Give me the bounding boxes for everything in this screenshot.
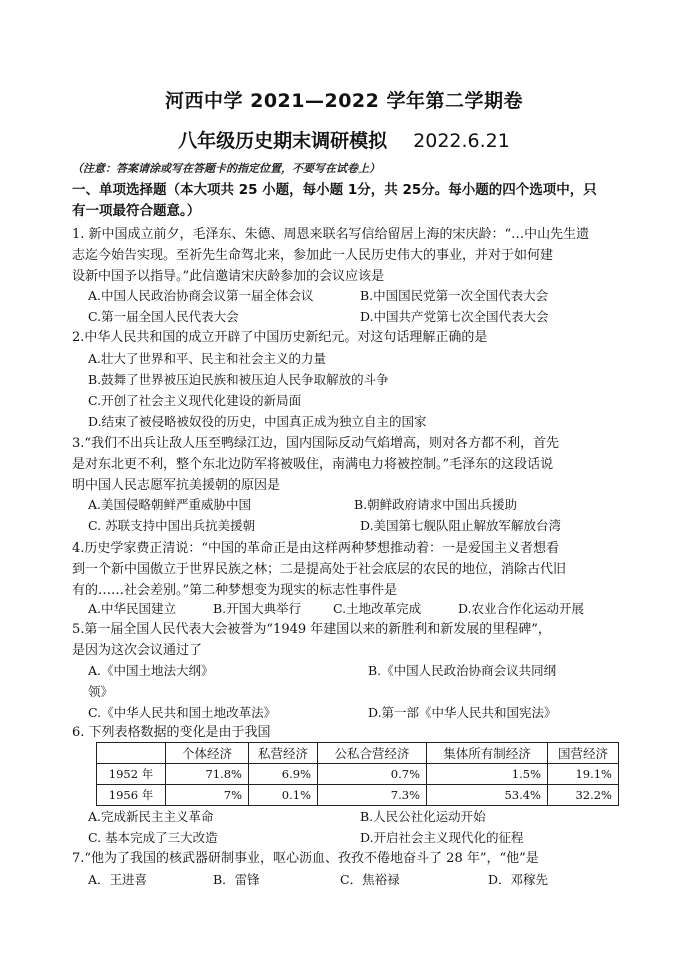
question-4-text: 到一个新中国傲立于世界民族之林；二是提高处于社会底层的农民的地位，消除古代旧 xyxy=(72,562,567,577)
option-b: B.朝鲜政府请求中国出兵援助 xyxy=(354,497,518,512)
section-heading xyxy=(72,180,620,222)
option-c: C．焦裕禄 xyxy=(340,872,400,887)
economy-table xyxy=(96,742,619,806)
option-c: C. 苏联支持中国出兵抗美援朝 xyxy=(88,518,256,533)
table-row xyxy=(97,764,619,785)
table-header: 公私合营经济 xyxy=(318,743,427,764)
option-d: D.农业合作化运动开展 xyxy=(458,601,585,616)
option-c: C.开创了社会主义现代化建设的新局面 xyxy=(88,393,302,408)
option-c: C.第一届全国人民代表大会 xyxy=(88,309,239,324)
question-6-text: 6. 下列表格数据的变化是由于我国 xyxy=(72,725,271,740)
question-5 xyxy=(72,619,620,661)
question-1-text: 1. 新中国成立前夕，毛泽东、朱德、周恩来联名写信给留居上海的宋庆龄：“…中山先生遗 xyxy=(72,227,590,242)
option-d: D．邓稼先 xyxy=(488,872,549,887)
table-cell: 1952 年 xyxy=(97,764,166,785)
table-row xyxy=(97,785,619,806)
table-header: 私营经济 xyxy=(249,743,318,764)
exam-subtitle: 八年级历史期末调研模拟 xyxy=(178,130,388,152)
question-7-options xyxy=(88,869,618,890)
question-3-text: 3.“我们不出兵让敌人压至鸭绿江边，国内国际反动气焰增高，则对各方都不利，首先 xyxy=(72,436,560,451)
question-6 xyxy=(72,722,620,743)
option-b: B.鼓舞了世界被压迫民族和被压迫人民争取解放的斗争 xyxy=(88,372,389,387)
exam-note: （注意：答案请涂或写在答题卡的指定位置，不要写在试卷上） xyxy=(72,162,380,175)
question-4-text: 4.历史学家费正清说：“中国的革命正是由这样两种梦想推动着：一是爱国主义者想看 xyxy=(72,541,560,556)
table-header: 个体经济 xyxy=(166,743,249,764)
table-cell: 7% xyxy=(166,785,249,806)
option-b: B．雷锋 xyxy=(213,872,260,887)
option-d: D.结束了被侵略被奴役的历史，中国真正成为独立自主的国家 xyxy=(88,414,427,429)
question-2-options xyxy=(88,348,618,432)
table-cell: 19.1% xyxy=(548,764,619,785)
exam-subtitle-line xyxy=(0,126,688,153)
table-cell: 71.8% xyxy=(166,764,249,785)
question-7 xyxy=(72,848,620,869)
question-5-text: 5.第一届全国人民代表大会被誉为“1949 年建国以来的新胜利和新发展的里程碑”， xyxy=(72,622,551,637)
option-b: B.人民公社化运动开始 xyxy=(360,809,486,824)
question-6-options xyxy=(88,806,618,848)
table-header xyxy=(97,743,166,764)
table-cell: 0.7% xyxy=(318,764,427,785)
option-d: D.开启社会主义现代化的征程 xyxy=(360,830,524,845)
question-2 xyxy=(72,327,620,348)
question-3-text: 明中国人民志愿军抗美援朝的原因是 xyxy=(72,478,281,493)
table-header-row xyxy=(97,743,619,764)
question-1-text: 志迄今始告实现。至祈先生命驾北来，参加此一人民历史伟大的事业，并对于如何建 xyxy=(72,248,554,263)
question-7-text: 7.“他为了我国的核武器研制事业，呕心沥血、孜孜不倦地奋斗了 28 年”，“他”是 xyxy=(72,851,539,866)
option-a: A.中国人民政治协商会议第一届全体会议 xyxy=(88,288,314,303)
question-1-options xyxy=(88,285,618,327)
option-b: B.《中国人民政治协商会议共同纲 xyxy=(368,663,557,678)
option-a: A.中华民国建立 xyxy=(88,601,177,616)
exam-title: 河西中学 2021—2022 学年第二学期卷 xyxy=(165,90,523,112)
option-c: C.土地改革完成 xyxy=(333,601,422,616)
table-cell: 7.3% xyxy=(318,785,427,806)
question-2-text: 2.中华人民共和国的成立开辟了中国历史新纪元。对这句话理解正确的是 xyxy=(72,330,488,345)
exam-date: 2022.6.21 xyxy=(413,130,510,152)
table-cell: 53.4% xyxy=(427,785,548,806)
section-heading-line2: 有一项最符合题意。） xyxy=(72,203,201,219)
question-3-text: 是对东北更不利，整个东北边防军将被吸住，南满电力将被控制。”毛泽东的这段话说 xyxy=(72,457,554,472)
question-5-text: 是因为这次会议通过了 xyxy=(72,643,203,658)
question-4-options xyxy=(88,598,618,619)
option-d: D.第一部《中华人民共和国宪法》 xyxy=(368,705,557,720)
question-1-text: 设新中国予以指导。”此信邀请宋庆龄参加的会议应该是 xyxy=(72,269,385,284)
option-c: C. 基本完成了三大改造 xyxy=(88,830,218,845)
question-4-text: 有的……社会差别。”第二种梦想变为现实的标志性事件是 xyxy=(72,583,398,598)
option-a: A.壮大了世界和平、民主和社会主义的力量 xyxy=(88,351,327,366)
section-heading-line1: 一、单项选择题（本大项共 25 小题，每小题 1分，共 25分。每小题的四个选项中，只 xyxy=(72,182,597,198)
option-a: A.《中国土地法大纲》 xyxy=(88,663,214,678)
option-b: B.开国大典举行 xyxy=(213,601,302,616)
table-cell: 32.2% xyxy=(548,785,619,806)
question-1 xyxy=(72,224,620,287)
question-5-options xyxy=(88,660,618,723)
option-b: B.中国国民党第一次全国代表大会 xyxy=(360,288,549,303)
table-cell: 6.9% xyxy=(249,764,318,785)
option-d: D.美国第七舰队阻止解放军解放台湾 xyxy=(360,518,562,533)
question-3 xyxy=(72,433,620,496)
option-b-continued: 领》 xyxy=(88,684,114,699)
option-c: C.《中华人民共和国土地改革法》 xyxy=(88,705,277,720)
option-a: A．王进喜 xyxy=(88,872,148,887)
option-d: D.中国共产党第七次全国代表大会 xyxy=(360,309,549,324)
table-cell: 1.5% xyxy=(427,764,548,785)
table-cell: 0.1% xyxy=(249,785,318,806)
question-3-options xyxy=(88,494,618,536)
table-header: 国营经济 xyxy=(548,743,619,764)
option-a: A.完成新民主主义革命 xyxy=(88,809,214,824)
table-cell: 1956 年 xyxy=(97,785,166,806)
table-header: 集体所有制经济 xyxy=(427,743,548,764)
option-a: A.美国侵略朝鲜严重威胁中国 xyxy=(88,497,252,512)
question-4 xyxy=(72,538,620,601)
